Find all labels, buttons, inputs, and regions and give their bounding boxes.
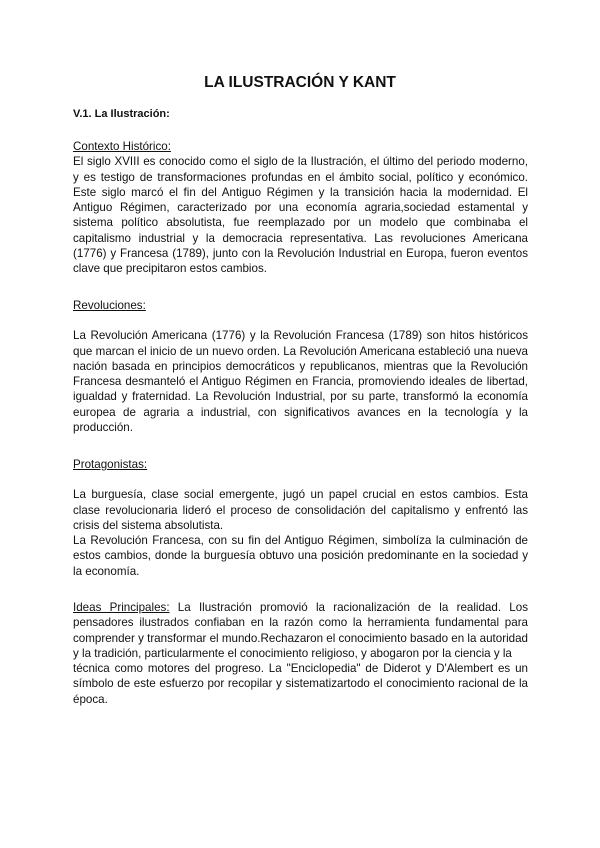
section-contexto — [73, 139, 528, 277]
document-title: LA ILUSTRACIÓN Y KANT — [204, 74, 396, 91]
ideas-text-1: La Ilustración promovió la racionalización de la realidad. Los pensadores ilustrados confiaban en la razón como la herramienta fundamental para comprender y transformar el mundo.Rechazaron el conocimiento basado en la autoridad y la tradición, particularmente el conocimiento religioso, y abogaron por la ciencia y la — [73, 601, 528, 660]
section-heading: V.1. La Ilustración: — [73, 108, 170, 120]
section-ideas — [73, 600, 528, 707]
protagonistas-text-1: La burguesía, clase social emergente, jugó un papel crucial en estos cambios. Esta clase revolucionaria lideró el proceso de consolidación del capitalismo y enfrentó las crisis del sistema absolutista. — [73, 488, 528, 532]
ideas-heading: Ideas Principales: — [73, 601, 170, 614]
revoluciones-heading: Revoluciones: — [73, 299, 146, 312]
revoluciones-text: La Revolución Americana (1776) y la Revolución Francesa (1789) son hitos históricos que marcan el inicio de un nuevo orden. La Revolución Americana estableció una nueva nación basada en principios democráticos y republicanos, mientras que la Revolución Francesa desmanteló el Antiguo Régimen en Francia, promoviendo ideales de libertad, igualdad y fraternidad. La Revolución Industrial, por su parte, transformó la economía europea de agraria a industrial, con significativos avances en la tecnología y la producción. — [73, 329, 528, 435]
ideas-paragraph — [73, 600, 528, 661]
contexto-heading: Contexto Histórico: — [73, 140, 171, 153]
ideas-text-2: técnica como motores del progreso. La "Enciclopedia" de Diderot y D'Alembert es un símbolo de este esfuerzo por recopilar y sistematizartodo el conocimiento racional de la época. — [73, 662, 528, 706]
contexto-text: El siglo XVIII es conocido como el siglo de la Ilustración, el último del periodo moderno, y es testigo de transformaciones profundas en el ámbito social, político y económico. Este siglo marcó el fin del Antiguo Régimen y la transición hacia la modernidad. El Antiguo Régimen, caracterizado por una economía agraria,sociedad estamental y sistema político absolutista, fue reemplazado por un modelo que combinaba el capitalismo industrial y la democracia representativa. Las revoluciones Americana (1776) y Francesa (1789), junto con la Revolución Industrial en Europa, fueron eventos clave que precipitaron estos cambios. — [73, 155, 528, 276]
section-revoluciones — [73, 298, 528, 435]
section-protagonistas — [73, 457, 528, 579]
protagonistas-text-2: La Revolución Francesa, con su fin del Antiguo Régimen, simbolíza la culminación de estos cambios, donde la burguesía obtuvo una posición predominante en la sociedad y la economía. — [73, 534, 528, 578]
protagonistas-heading: Protagonistas: — [73, 458, 148, 471]
